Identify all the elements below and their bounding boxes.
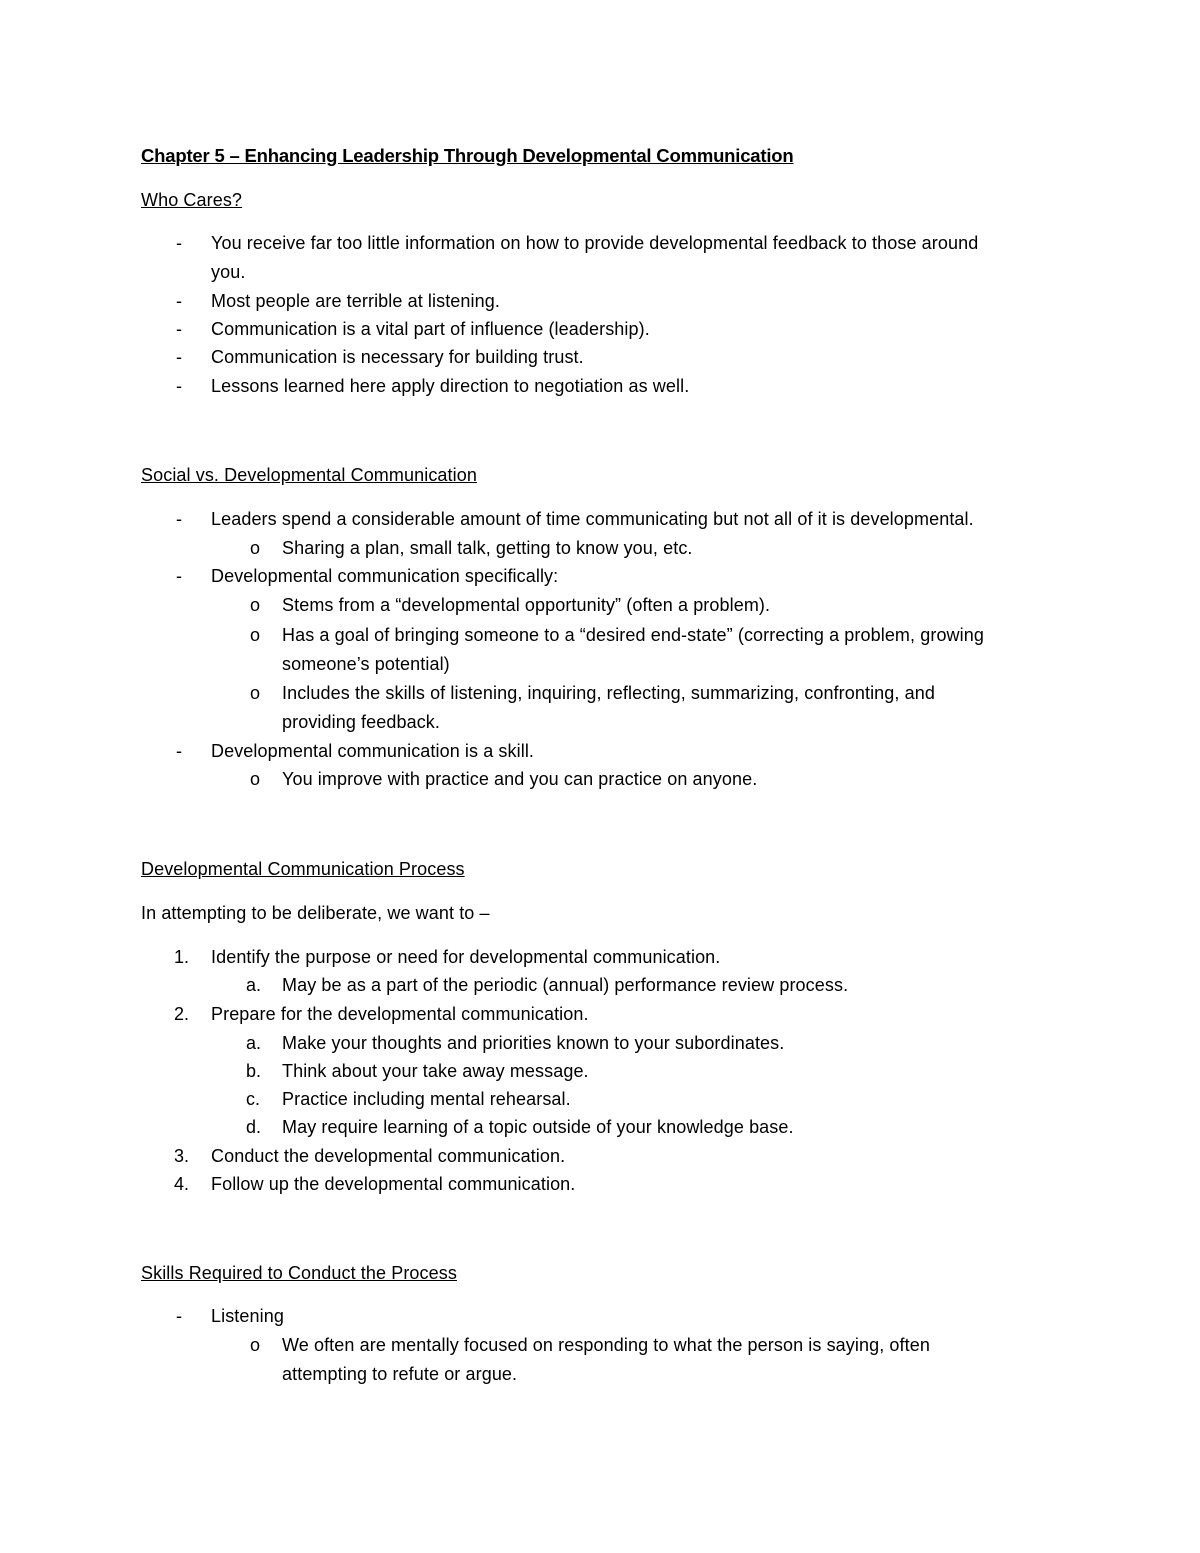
bullet-dash: -: [176, 291, 182, 311]
bullet-dash: -: [176, 376, 182, 396]
sub-list-item-continuation: attempting to refute or argue.: [282, 1364, 518, 1384]
bullet-dash: -: [176, 319, 182, 339]
bullet-dash: -: [176, 566, 182, 586]
bullet-circle: o: [250, 625, 261, 645]
list-item: Developmental communication specifically:: [211, 566, 559, 586]
sub-list-item-continuation: providing feedback.: [282, 712, 441, 732]
bullet-circle: o: [250, 1335, 261, 1355]
numbered-item: Conduct the developmental communication.: [211, 1146, 566, 1166]
list-number: 3.: [174, 1146, 190, 1166]
lettered-item: Make your thoughts and priorities known to your subordinates.: [282, 1033, 785, 1053]
numbered-item: Follow up the developmental communication.: [211, 1174, 576, 1194]
bullet-dash: -: [176, 347, 182, 367]
bullet-dash: -: [176, 741, 182, 761]
list-item-continuation: you.: [211, 262, 246, 282]
bullet-circle: o: [250, 683, 261, 703]
bullet-circle: o: [250, 769, 261, 789]
sub-list-item: Sharing a plan, small talk, getting to know you, etc.: [282, 538, 693, 558]
numbered-item: Prepare for the developmental communication.: [211, 1004, 589, 1024]
list-item: Leaders spend a considerable amount of time communicating but not all of it is developmental.: [211, 509, 974, 529]
list-letter: a.: [246, 1033, 262, 1053]
lettered-item: Practice including mental rehearsal.: [282, 1089, 571, 1109]
bullet-dash: -: [176, 509, 182, 529]
process-intro: In attempting to be deliberate, we want to –: [141, 903, 490, 923]
section-heading-skills: Skills Required to Conduct the Process: [141, 1263, 457, 1283]
list-item: Communication is a vital part of influence (leadership).: [211, 319, 650, 339]
bullet-dash: -: [176, 233, 182, 253]
list-item: Communication is necessary for building trust.: [211, 347, 584, 367]
page-title: Chapter 5 – Enhancing Leadership Through Developmental Communication: [141, 145, 794, 166]
list-letter: a.: [246, 975, 262, 995]
numbered-item: Identify the purpose or need for developmental communication.: [211, 947, 721, 967]
list-number: 2.: [174, 1004, 190, 1024]
list-letter: b.: [246, 1061, 262, 1081]
list-number: 1.: [174, 947, 190, 967]
section-heading-social-vs-developmental: Social vs. Developmental Communication: [141, 465, 477, 485]
sub-list-item: Stems from a “developmental opportunity” (often a problem).: [282, 595, 771, 615]
bullet-circle: o: [250, 595, 261, 615]
list-item: Most people are terrible at listening.: [211, 291, 500, 311]
bullet-dash: -: [176, 1306, 182, 1326]
lettered-item: May require learning of a topic outside of your knowledge base.: [282, 1117, 794, 1137]
bullet-circle: o: [250, 538, 261, 558]
sub-list-item: You improve with practice and you can practice on anyone.: [282, 769, 758, 789]
list-number: 4.: [174, 1174, 190, 1194]
list-item: Lessons learned here apply direction to negotiation as well.: [211, 376, 690, 396]
list-item: You receive far too little information on how to provide developmental feedback to those around: [211, 233, 979, 253]
list-letter: d.: [246, 1117, 262, 1137]
sub-list-item: Has a goal of bringing someone to a “desired end-state” (correcting a problem, growing: [282, 625, 984, 645]
sub-list-item-continuation: someone’s potential): [282, 654, 450, 674]
lettered-item: Think about your take away message.: [282, 1061, 589, 1081]
sub-list-item: We often are mentally focused on responding to what the person is saying, often: [282, 1335, 930, 1355]
lettered-item: May be as a part of the periodic (annual) performance review process.: [282, 975, 849, 995]
section-heading-who-cares: Who Cares?: [141, 190, 243, 210]
list-item: Developmental communication is a skill.: [211, 741, 535, 761]
list-item: Listening: [211, 1306, 284, 1326]
sub-list-item: Includes the skills of listening, inquiring, reflecting, summarizing, confronting, and: [282, 683, 935, 703]
list-letter: c.: [246, 1089, 261, 1109]
section-heading-process: Developmental Communication Process: [141, 859, 465, 879]
